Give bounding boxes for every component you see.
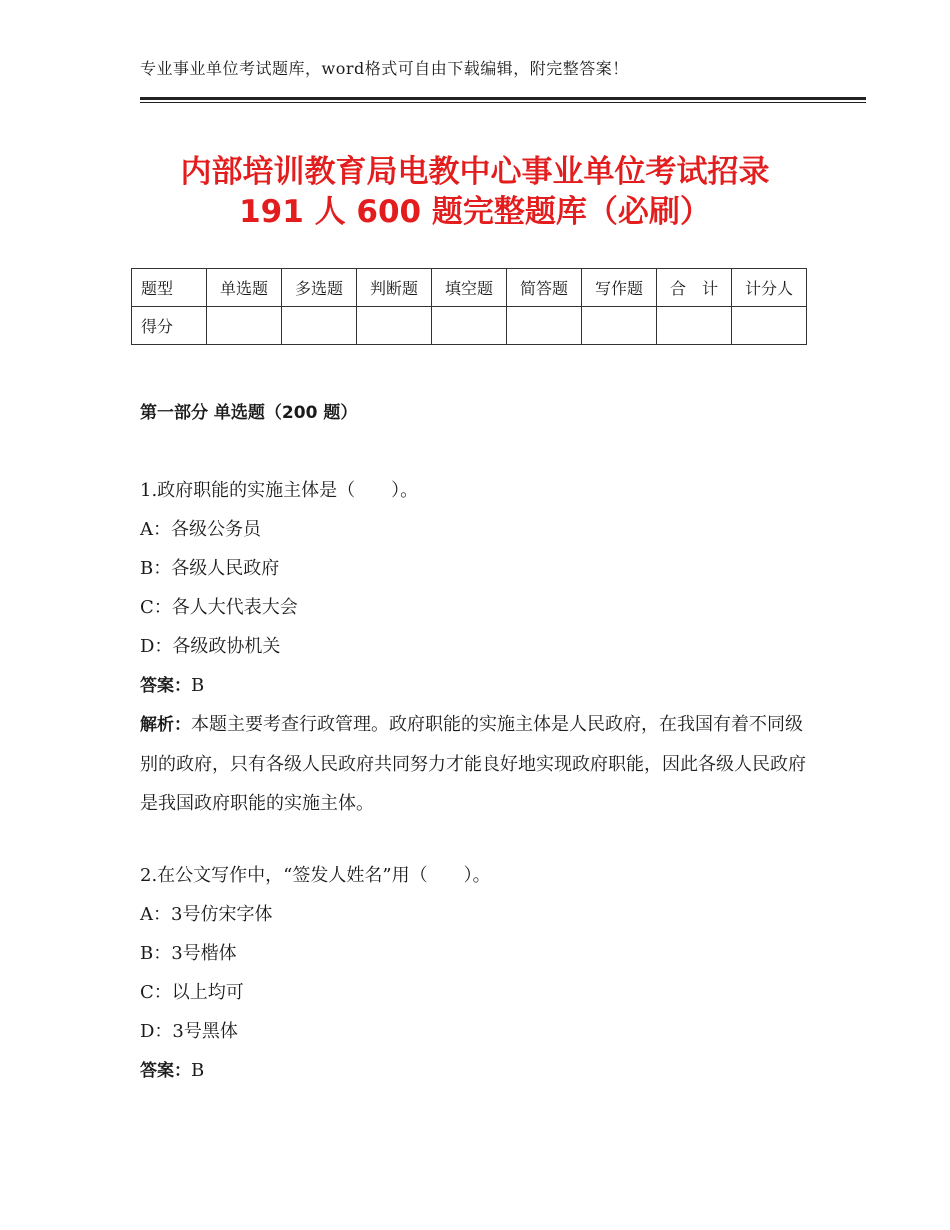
question-stem: 1.政府职能的实施主体是（ ）。: [140, 480, 419, 501]
header-rule-thick: [140, 97, 866, 100]
title-line-2: 191 人 600 题完整题库（必刷）: [239, 194, 711, 230]
option-b: B：各级人民政府: [140, 558, 280, 579]
score-table-cell: 合 计: [657, 269, 732, 307]
score-table-cell: 填空题: [432, 269, 507, 307]
score-table-header-row: [132, 269, 807, 307]
analysis-label: 解析：: [140, 715, 191, 735]
score-table-cell: 写作题: [582, 269, 657, 307]
answer-value: B: [191, 675, 205, 696]
analysis: [140, 705, 820, 823]
score-table-cell: 得分: [132, 307, 207, 345]
section-title: 第一部分 单选题（200 题）: [140, 403, 358, 423]
score-table-empty-cell[interactable]: [207, 307, 282, 345]
score-table-empty-cell[interactable]: [357, 307, 432, 345]
option-a: A：3号仿宋字体: [140, 904, 273, 925]
score-table-score-row: [132, 307, 807, 345]
score-table-cell: 判断题: [357, 269, 432, 307]
score-table-cell: 计分人: [732, 269, 807, 307]
question-stem: 2.在公文写作中，“签发人姓名”用（ ）。: [140, 865, 491, 886]
answer-line: [140, 1051, 820, 1090]
question-1: [140, 471, 820, 823]
score-table-cell: 简答题: [507, 269, 582, 307]
score-table-cell: 单选题: [207, 269, 282, 307]
option-a: A：各级公务员: [140, 519, 261, 540]
answer-label: 答案：: [140, 1061, 191, 1081]
title-line-1: 内部培训教育局电教中心事业单位考试招录: [180, 154, 770, 190]
option-d: D：3号黑体: [140, 1021, 238, 1042]
option-d: D：各级政协机关: [140, 636, 281, 657]
analysis-text: 本题主要考查行政管理。政府职能的实施主体是人民政府，在我国有着不同级别的政府，只有各级人民政府共同努力才能良好地实现政府职能，因此各级人民政府是我国政府职能的实施主体。: [140, 714, 806, 814]
option-c: C：以上均可: [140, 982, 244, 1003]
score-table-cell: 题型: [132, 269, 207, 307]
option-b: B：3号楷体: [140, 943, 237, 964]
header-rule-thin: [140, 102, 866, 103]
answer-label: 答案：: [140, 676, 191, 696]
score-table: [131, 268, 807, 345]
score-table-cell: 多选题: [282, 269, 357, 307]
answer-value: B: [191, 1060, 205, 1081]
score-table-empty-cell[interactable]: [582, 307, 657, 345]
question-2: [140, 856, 820, 1090]
score-table-empty-cell[interactable]: [282, 307, 357, 345]
option-c: C：各人大代表大会: [140, 597, 298, 618]
score-table-empty-cell[interactable]: [732, 307, 807, 345]
score-table-empty-cell[interactable]: [657, 307, 732, 345]
score-table-empty-cell[interactable]: [432, 307, 507, 345]
document-title: [110, 152, 840, 232]
score-table-empty-cell[interactable]: [507, 307, 582, 345]
answer-line: [140, 666, 820, 705]
header-note: 专业事业单位考试题库，word格式可自由下载编辑，附完整答案！: [140, 59, 629, 78]
